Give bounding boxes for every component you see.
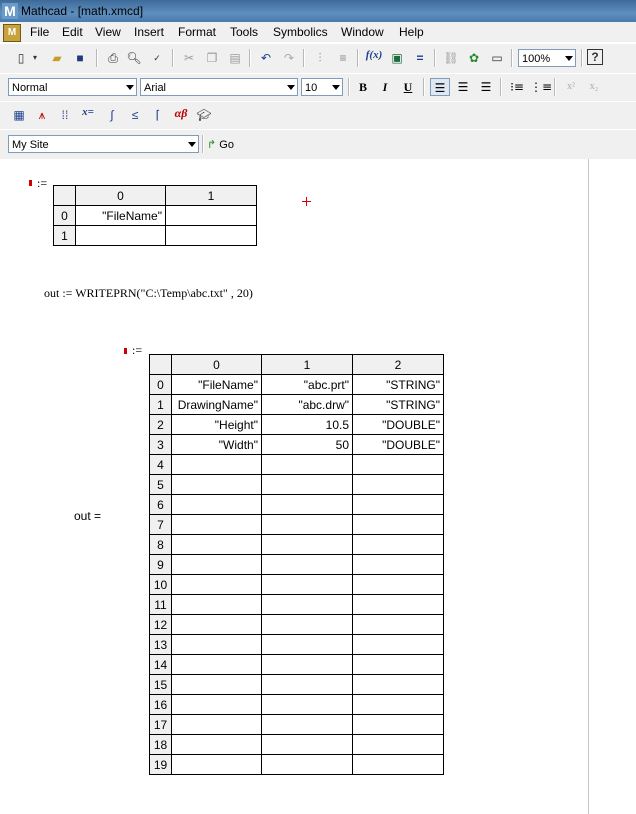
resource-center-icon[interactable]: ▭	[491, 51, 503, 65]
table-cell[interactable]	[262, 735, 353, 755]
save-icon[interactable]: ■	[76, 51, 84, 65]
matrix-table-2[interactable]	[149, 354, 444, 775]
table-row	[150, 555, 444, 575]
bold-button[interactable]: B	[358, 80, 367, 94]
row-index: 6	[150, 495, 172, 515]
table-cell[interactable]	[76, 226, 166, 246]
row-index: 8	[150, 535, 172, 555]
placeholder-marker[interactable]	[29, 180, 32, 186]
component-wizard-icon[interactable]: ✿	[468, 51, 480, 65]
table-row	[150, 755, 444, 775]
table-cell[interactable]	[262, 755, 353, 775]
table-row	[150, 635, 444, 655]
font-size-select[interactable]	[301, 78, 343, 96]
menu-insert[interactable]: Insert	[134, 25, 165, 39]
row-index: 13	[150, 635, 172, 655]
menu-edit[interactable]: Edit	[62, 25, 83, 39]
calculate-icon[interactable]: =	[416, 51, 424, 65]
formatting-toolbar	[0, 73, 636, 102]
calculator-toolbar-icon[interactable]: ▦	[13, 108, 25, 122]
menu-tools[interactable]: Tools	[230, 25, 259, 39]
zoom-value: 100%	[522, 53, 551, 65]
column-header: 0	[172, 355, 262, 375]
greek-toolbar-icon[interactable]: αβ	[174, 106, 188, 120]
row-index: 10	[150, 575, 172, 595]
go-label: Go	[219, 139, 234, 151]
corner-cell	[150, 355, 172, 375]
menu-window[interactable]: Window	[341, 25, 384, 39]
table-cell[interactable]	[262, 635, 353, 655]
table-cell[interactable]	[172, 495, 262, 515]
menu-symbolics[interactable]: Symbolics	[273, 25, 328, 39]
table-cell[interactable]	[262, 515, 353, 535]
table-cell[interactable]	[353, 555, 444, 575]
table-cell[interactable]	[172, 515, 262, 535]
column-header: 0	[76, 186, 166, 206]
separator	[202, 135, 204, 153]
writeprn-expression[interactable]: out := WRITEPRN("C:\Temp\abc.txt" , 20)	[44, 286, 253, 300]
table-row	[150, 435, 444, 455]
resources-toolbar	[0, 129, 636, 160]
table-cell[interactable]	[353, 475, 444, 495]
document-icon[interactable]: M	[3, 24, 21, 42]
symbolic-toolbar-icon[interactable]: 🎓︎	[196, 108, 212, 122]
row-index: 4	[150, 455, 172, 475]
font-value: Arial	[144, 82, 167, 94]
chevron-down-icon	[332, 85, 340, 90]
separator	[434, 49, 436, 67]
calculus-toolbar-icon[interactable]: ∫	[110, 108, 114, 122]
table-row	[150, 715, 444, 735]
table-row	[150, 675, 444, 695]
row-index: 0	[150, 375, 172, 395]
separator	[96, 49, 98, 67]
separator	[249, 49, 251, 67]
row-index: 9	[150, 555, 172, 575]
separator	[511, 49, 513, 67]
separator	[581, 49, 583, 67]
table-row	[150, 535, 444, 555]
table-cell[interactable]: 50	[262, 435, 353, 455]
table-cell[interactable]	[353, 595, 444, 615]
site-select[interactable]	[8, 135, 199, 153]
subscript-icon[interactable]: x₂	[589, 81, 599, 92]
separator	[303, 49, 305, 67]
table-row	[150, 455, 444, 475]
table-row	[150, 595, 444, 615]
row-index: 1	[150, 395, 172, 415]
chevron-down-icon	[565, 56, 573, 61]
table-cell[interactable]	[262, 455, 353, 475]
table-cell[interactable]	[262, 535, 353, 555]
table-cell[interactable]	[353, 735, 444, 755]
menu-view[interactable]: View	[95, 25, 121, 39]
italic-button[interactable]: I	[382, 80, 388, 94]
go-arrow-icon: ↱	[207, 139, 217, 151]
worksheet-right-margin	[589, 159, 636, 814]
table-cell[interactable]: "DOUBLE"	[353, 435, 444, 455]
boolean-toolbar-icon[interactable]: ≤	[131, 108, 139, 122]
insert-function-icon[interactable]: f(x)	[365, 49, 383, 61]
row-index: 11	[150, 595, 172, 615]
table-cell[interactable]	[172, 555, 262, 575]
table-cell[interactable]	[172, 735, 262, 755]
math-toolbar	[0, 101, 636, 130]
table-cell[interactable]	[353, 615, 444, 635]
copy-icon[interactable]: ❐	[206, 51, 218, 65]
table-cell[interactable]	[353, 575, 444, 595]
menu-file[interactable]: File	[30, 25, 50, 39]
row-index: 16	[150, 695, 172, 715]
menu-help[interactable]: Help	[399, 25, 424, 39]
title-bar	[0, 0, 636, 22]
definition-operator: :=	[132, 343, 143, 357]
matrix-toolbar-icon[interactable]: ⁞⁞	[61, 108, 69, 122]
table-cell[interactable]	[262, 595, 353, 615]
table-row	[150, 415, 444, 435]
row-index: 7	[150, 515, 172, 535]
open-folder-icon[interactable]: ▰	[52, 51, 62, 65]
evaluation-toolbar-icon[interactable]: x=	[82, 106, 94, 118]
table-cell[interactable]	[353, 455, 444, 475]
table-cell[interactable]	[262, 615, 353, 635]
table-row	[150, 395, 444, 415]
align-down-icon[interactable]: ≡	[339, 51, 347, 65]
table-cell[interactable]: "abc.prt"	[262, 375, 353, 395]
table-cell[interactable]: "DOUBLE"	[353, 415, 444, 435]
separator	[357, 49, 359, 67]
column-header: 1	[262, 355, 353, 375]
column-header: 1	[166, 186, 257, 206]
row-index: 18	[150, 735, 172, 755]
table-cell[interactable]	[166, 206, 257, 226]
table-cell[interactable]	[353, 495, 444, 515]
style-select[interactable]	[8, 78, 137, 96]
table-cell[interactable]: "FileName"	[76, 206, 166, 226]
table-row	[150, 495, 444, 515]
print-icon[interactable]: ⎙	[108, 51, 118, 65]
font-select[interactable]	[140, 78, 298, 96]
table-cell[interactable]	[262, 475, 353, 495]
placeholder-marker[interactable]	[124, 348, 127, 354]
table-cell[interactable]	[172, 575, 262, 595]
superscript-icon[interactable]: x²	[567, 81, 575, 92]
crosshair-cursor-icon	[302, 197, 311, 206]
row-index: 3	[150, 435, 172, 455]
row-index: 17	[150, 715, 172, 735]
table-cell[interactable]	[172, 475, 262, 495]
menu-format[interactable]: Format	[178, 25, 217, 39]
row-index: 19	[150, 755, 172, 775]
table-cell[interactable]	[353, 635, 444, 655]
menu-bar	[0, 22, 636, 42]
programming-toolbar-icon[interactable]: ⌈	[155, 108, 161, 122]
matrix-table-1[interactable]	[53, 185, 257, 246]
new-dropdown-icon[interactable]: ▾	[32, 53, 37, 62]
table-row	[150, 515, 444, 535]
undo-icon[interactable]: ↶	[260, 51, 272, 65]
table-cell[interactable]	[166, 226, 257, 246]
align-across-icon[interactable]: ⫶	[318, 51, 322, 65]
mathcad-app-icon: M	[2, 3, 18, 19]
cut-icon[interactable]: ✂	[183, 51, 195, 65]
table-cell[interactable]: "FileName"	[172, 375, 262, 395]
table-cell[interactable]: "abc.drw"	[262, 395, 353, 415]
new-document-icon[interactable]: ▯	[17, 51, 25, 65]
standard-toolbar	[0, 43, 636, 74]
table-cell[interactable]	[353, 715, 444, 735]
chevron-down-icon	[287, 85, 295, 90]
table-cell[interactable]	[353, 675, 444, 695]
table-cell[interactable]	[172, 655, 262, 675]
insert-unit-icon[interactable]: ▣	[391, 51, 403, 65]
table-cell[interactable]: "STRING"	[353, 395, 444, 415]
bullet-list-icon[interactable]: ⁝≡	[510, 80, 524, 94]
table-cell[interactable]	[172, 675, 262, 695]
table-row	[150, 375, 444, 395]
table-row	[150, 735, 444, 755]
graph-toolbar-icon[interactable]: ⩚	[38, 108, 46, 122]
help-icon[interactable]: ?	[587, 49, 603, 65]
table-cell[interactable]	[172, 715, 262, 735]
table-cell[interactable]	[353, 535, 444, 555]
font-size-value: 10	[305, 82, 318, 94]
underline-button[interactable]: U	[403, 80, 413, 94]
table-cell[interactable]: "Height"	[172, 415, 262, 435]
zoom-select[interactable]	[518, 49, 576, 67]
site-value: My Site	[12, 139, 49, 151]
table-cell[interactable]	[262, 655, 353, 675]
table-row	[150, 615, 444, 635]
numbered-list-icon[interactable]: ⋮≡	[530, 80, 553, 94]
definition-operator: :=	[37, 176, 48, 190]
table-cell[interactable]	[353, 515, 444, 535]
table-cell[interactable]	[262, 715, 353, 735]
spell-check-icon[interactable]: ✓	[153, 53, 161, 63]
table-cell[interactable]	[172, 615, 262, 635]
separator	[500, 78, 502, 96]
chevron-down-icon	[126, 85, 134, 90]
align-right-icon[interactable]: ☰	[480, 80, 492, 94]
row-index: 14	[150, 655, 172, 675]
table-cell[interactable]	[262, 495, 353, 515]
table-cell[interactable]	[172, 535, 262, 555]
insert-hyperlink-icon[interactable]: ⛓	[443, 51, 459, 65]
paste-icon[interactable]: ▤	[229, 51, 241, 65]
table-cell[interactable]	[172, 635, 262, 655]
separator	[348, 78, 350, 96]
table-row	[150, 475, 444, 495]
row-index: 5	[150, 475, 172, 495]
table-cell[interactable]: "STRING"	[353, 375, 444, 395]
table-cell[interactable]	[262, 555, 353, 575]
style-value: Normal	[12, 82, 48, 94]
table-cell[interactable]: 10.5	[262, 415, 353, 435]
table-row	[150, 575, 444, 595]
print-preview-icon[interactable]: 🔍︎	[126, 51, 142, 65]
table-cell[interactable]	[262, 695, 353, 715]
align-center-icon[interactable]: ☰	[457, 80, 469, 94]
table-cell[interactable]	[353, 755, 444, 775]
row-index: 12	[150, 615, 172, 635]
column-header: 2	[353, 355, 444, 375]
table-cell[interactable]	[172, 455, 262, 475]
align-left-icon[interactable]: ☰	[430, 78, 450, 96]
out-label[interactable]: out =	[74, 509, 102, 523]
table-cell[interactable]	[172, 695, 262, 715]
separator	[423, 78, 425, 96]
table-cell[interactable]	[262, 675, 353, 695]
table-row	[150, 695, 444, 715]
table-cell[interactable]: DrawingName"	[172, 395, 262, 415]
table-cell[interactable]: "Width"	[172, 435, 262, 455]
row-index: 0	[54, 206, 76, 226]
chevron-down-icon	[188, 142, 196, 147]
corner-cell	[54, 186, 76, 206]
table-cell[interactable]	[172, 755, 262, 775]
table-cell[interactable]	[172, 595, 262, 615]
row-index: 1	[54, 226, 76, 246]
table-row	[150, 655, 444, 675]
redo-icon[interactable]: ↷	[283, 51, 295, 65]
table-cell[interactable]	[353, 655, 444, 675]
go-button[interactable]	[207, 136, 234, 154]
table-cell[interactable]	[353, 695, 444, 715]
window-title: Mathcad - [math.xmcd]	[21, 4, 144, 18]
row-index: 2	[150, 415, 172, 435]
table-cell[interactable]	[262, 575, 353, 595]
row-index: 15	[150, 675, 172, 695]
separator	[554, 78, 556, 96]
separator	[172, 49, 174, 67]
